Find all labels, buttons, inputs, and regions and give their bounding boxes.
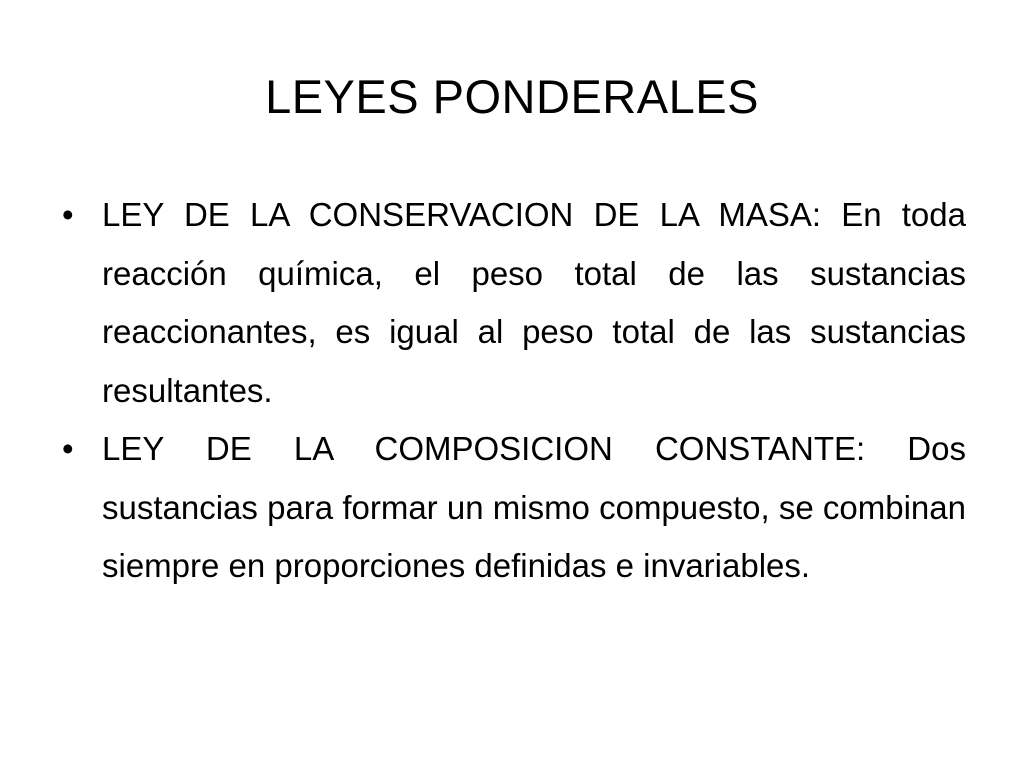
slide-title: LEYES PONDERALES [265,70,759,123]
bullet-list [56,186,966,596]
bullet-item-conservation-of-mass [56,186,966,420]
bullet-item-constant-composition [56,420,966,596]
bullet-text: LEY DE LA COMPOSICION CONSTANTE: Dos sustancias para formar un mismo compuesto, se combinan siempre en proporciones definidas e invariables. [102,430,966,584]
bullet-text: LEY DE LA CONSERVACION DE LA MASA: En toda reacción química, el peso total de las sustancias reaccionantes, es igual al peso total de las sustancias resultantes. [102,196,966,409]
bullet-icon: • [62,196,74,233]
bullet-icon: • [62,430,74,467]
